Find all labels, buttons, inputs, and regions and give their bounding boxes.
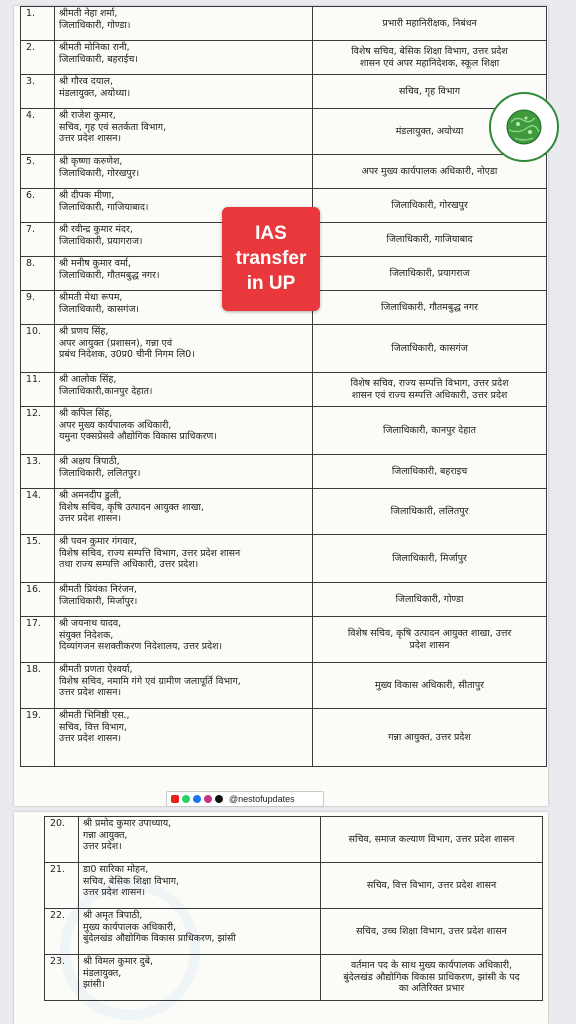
new-posting: जिलाधिकारी, ललितपुर	[313, 489, 547, 535]
officer-name-current-post: श्री गौरव दयाल, मंडलायुक्त, अयोध्या।	[55, 75, 313, 109]
new-posting: जिलाधिकारी, कासगंज	[313, 325, 547, 373]
new-posting: जिलाधिकारी, बहराइच	[313, 455, 547, 489]
table-row	[21, 373, 547, 407]
table-row	[21, 7, 547, 41]
nest-of-updates-logo	[489, 92, 559, 162]
table-row	[21, 535, 547, 583]
serial-number: 5.	[21, 155, 55, 189]
table-row	[21, 617, 547, 663]
serial-number: 18.	[21, 663, 55, 709]
officer-name-current-post: श्रीमती प्रियंका निरंजन, जिलाधिकारी, मिर्जापुर।	[55, 583, 313, 617]
badge-line-2: transfer	[235, 248, 307, 269]
officer-name-current-post: श्री मनीष कुमार वर्मा, जिलाधिकारी, गौतमबुद्ध नगर।	[55, 257, 313, 291]
new-posting: जिलाधिकारी, कानपुर देहात	[313, 407, 547, 455]
serial-number: 15.	[21, 535, 55, 583]
new-posting: सचिव, समाज कल्याण विभाग, उत्तर प्रदेश शासन	[321, 817, 543, 863]
serial-number: 4.	[21, 109, 55, 155]
new-posting: जिलाधिकारी, गौतमबुद्ध नगर	[313, 291, 547, 325]
table-row	[21, 325, 547, 373]
whatsapp-icon	[182, 795, 190, 803]
serial-number: 6.	[21, 189, 55, 223]
serial-number: 9.	[21, 291, 55, 325]
new-posting: सचिव, गृह विभाग	[313, 75, 547, 109]
officer-name-current-post: श्रीमती प्रणता ऐश्वर्या, विशेष सचिव, नमामि गंगे एवं ग्रामीण जलापूर्ति विभाग, उत्तर प्रदेश शासन।	[55, 663, 313, 709]
new-posting: मंडलायुक्त, अयोध्या	[313, 109, 547, 155]
new-posting: विशेष सचिव, राज्य सम्पत्ति विभाग, उत्तर प्रदेश शासन एवं राज्य सम्पत्ति अधिकारी, उत्तर प्रदेश	[313, 373, 547, 407]
officer-name-current-post: श्री राजेश कुमार, सचिव, गृह एवं सतर्कता विभाग, उत्तर प्रदेश शासन।	[55, 109, 313, 155]
x-icon	[215, 795, 223, 803]
transfer-table-2	[44, 816, 543, 1001]
table-row	[45, 817, 543, 863]
officer-name-current-post: श्री पवन कुमार गंगवार, विशेष सचिव, राज्य सम्पत्ति विभाग, उत्तर प्रदेश शासन तथा राज्य सम्पत्ति अधिकारी, उत्तर प्रदेश।	[55, 535, 313, 583]
globe-icon	[491, 94, 557, 160]
new-posting: गन्ना आयुक्त, उत्तर प्रदेश	[313, 709, 547, 767]
new-posting: विशेष सचिव, बेसिक शिक्षा विभाग, उत्तर प्रदेश शासन एवं अपर महानिदेशक, स्कूल शिक्षा	[313, 41, 547, 75]
new-posting: विशेष सचिव, कृषि उत्पादन आयुक्त शाखा, उत्तर प्रदेश शासन	[313, 617, 547, 663]
table-row	[21, 583, 547, 617]
table-row	[21, 41, 547, 75]
officer-name-current-post: श्री दीपक मीणा, जिलाधिकारी, गाजियाबाद।	[55, 189, 313, 223]
serial-number: 16.	[21, 583, 55, 617]
officer-name-current-post: श्री विमल कुमार दुबे, मंडलायुक्त, झांसी।	[79, 955, 321, 1001]
officer-name-current-post: डा0 सारिका मोहन, सचिव, बेसिक शिक्षा विभाग, उत्तर प्रदेश शासन।	[79, 863, 321, 909]
officer-name-current-post: श्रीमती मोनिका रानी, जिलाधिकारी, बहराईच।	[55, 41, 313, 75]
badge-line-1: IAS	[255, 223, 287, 244]
officer-name-current-post: श्री जयनाथ यादव, संयुक्त निदेशक, दिव्यांगजन सशक्तीकरण निदेशालय, उत्तर प्रदेश।	[55, 617, 313, 663]
officer-name-current-post: श्री प्रणय सिंह, अपर आयुक्त (प्रशासन), गन्ना एवं प्रबंध निदेशक, उ0प्र0 चीनी निगम लि0।	[55, 325, 313, 373]
serial-number: 13.	[21, 455, 55, 489]
officer-name-current-post: श्री कृष्णा करुणेश, जिलाधिकारी, गोरखपुर।	[55, 155, 313, 189]
officer-name-current-post: श्री अमनदीप डुली, विशेष सचिव, कृषि उत्पादन आयुक्त शाखा, उत्तर प्रदेश शासन।	[55, 489, 313, 535]
transfer-table-1	[20, 6, 547, 767]
officer-name-current-post: श्री प्रमोद कुमार उपाध्याय, गन्ना आयुक्त, उत्तर प्रदेश।	[79, 817, 321, 863]
table-row	[21, 489, 547, 535]
officer-name-current-post: श्री कपिल सिंह, अपर मुख्य कार्यपालक अधिकारी, यमुना एक्सप्रेसवे औद्योगिक विकास प्राधिकरण।	[55, 407, 313, 455]
table-row	[45, 863, 543, 909]
youtube-icon	[171, 795, 179, 803]
serial-number: 2.	[21, 41, 55, 75]
serial-number: 10.	[21, 325, 55, 373]
table-row	[21, 109, 547, 155]
officer-name-current-post: श्रीमती भिनिष्ठी एस., सचिव, वित्त विभाग, उत्तर प्रदेश शासन।	[55, 709, 313, 767]
officer-name-current-post: श्रीमती नेहा शर्मा, जिलाधिकारी, गोण्डा।	[55, 7, 313, 41]
serial-number: 11.	[21, 373, 55, 407]
serial-number: 17.	[21, 617, 55, 663]
table-row	[21, 455, 547, 489]
serial-number: 12.	[21, 407, 55, 455]
new-posting: वर्तमान पद के साथ मुख्य कार्यपालक अधिकारी, बुंदेलखंड औद्योगिक विकास प्राधिकरण, झांसी के पद का अतिरिक्त प्रभार	[321, 955, 543, 1001]
serial-number: 23.	[45, 955, 79, 1001]
serial-number: 8.	[21, 257, 55, 291]
table-row	[21, 75, 547, 109]
officer-name-current-post: श्री अक्षय त्रिपाठी, जिलाधिकारी, ललितपुर।	[55, 455, 313, 489]
serial-number: 3.	[21, 75, 55, 109]
facebook-icon	[193, 795, 201, 803]
serial-number: 1.	[21, 7, 55, 41]
new-posting: अपर मुख्य कार्यपालक अधिकारी, नोएडा	[313, 155, 547, 189]
new-posting: जिलाधिकारी, गोण्डा	[313, 583, 547, 617]
social-handle-bar	[166, 791, 324, 807]
new-posting: सचिव, वित्त विभाग, उत्तर प्रदेश शासन	[321, 863, 543, 909]
new-posting: प्रभारी महानिरीक्षक, निबंधन	[313, 7, 547, 41]
instagram-icon	[204, 795, 212, 803]
serial-number: 7.	[21, 223, 55, 257]
new-posting: जिलाधिकारी, प्रयागराज	[313, 257, 547, 291]
table-row	[21, 407, 547, 455]
serial-number: 20.	[45, 817, 79, 863]
officer-name-current-post: श्रीमती मेधा रूपम, जिलाधिकारी, कासगंज।	[55, 291, 313, 325]
table-row	[21, 709, 547, 767]
ias-transfer-badge	[222, 207, 320, 311]
table-row	[21, 155, 547, 189]
new-posting: जिलाधिकारी, गोरखपुर	[313, 189, 547, 223]
serial-number: 19.	[21, 709, 55, 767]
serial-number: 22.	[45, 909, 79, 955]
new-posting: सचिव, उच्च शिक्षा विभाग, उत्तर प्रदेश शासन	[321, 909, 543, 955]
serial-number: 21.	[45, 863, 79, 909]
officer-name-current-post: श्री रवीन्द्र कुमार मंदर, जिलाधिकारी, प्रयागराज।	[55, 223, 313, 257]
table-row	[21, 663, 547, 709]
serial-number: 14.	[21, 489, 55, 535]
officer-name-current-post: श्री अमृत त्रिपाठी, मुख्य कार्यपालक अधिकारी, बुंदेलखंड औद्योगिक विकास प्राधिकरण, झांसी	[79, 909, 321, 955]
new-posting: जिलाधिकारी, मिर्जापुर	[313, 535, 547, 583]
new-posting: जिलाधिकारी, गाजियाबाद	[313, 223, 547, 257]
social-handle: @nestofupdates	[229, 794, 295, 804]
new-posting: मुख्य विकास अधिकारी, सीतापुर	[313, 663, 547, 709]
table-row	[45, 909, 543, 955]
table-row	[45, 955, 543, 1001]
officer-name-current-post: श्री आलोक सिंह, जिलाधिकारी,कानपुर देहात।	[55, 373, 313, 407]
badge-line-3: in UP	[246, 273, 296, 294]
